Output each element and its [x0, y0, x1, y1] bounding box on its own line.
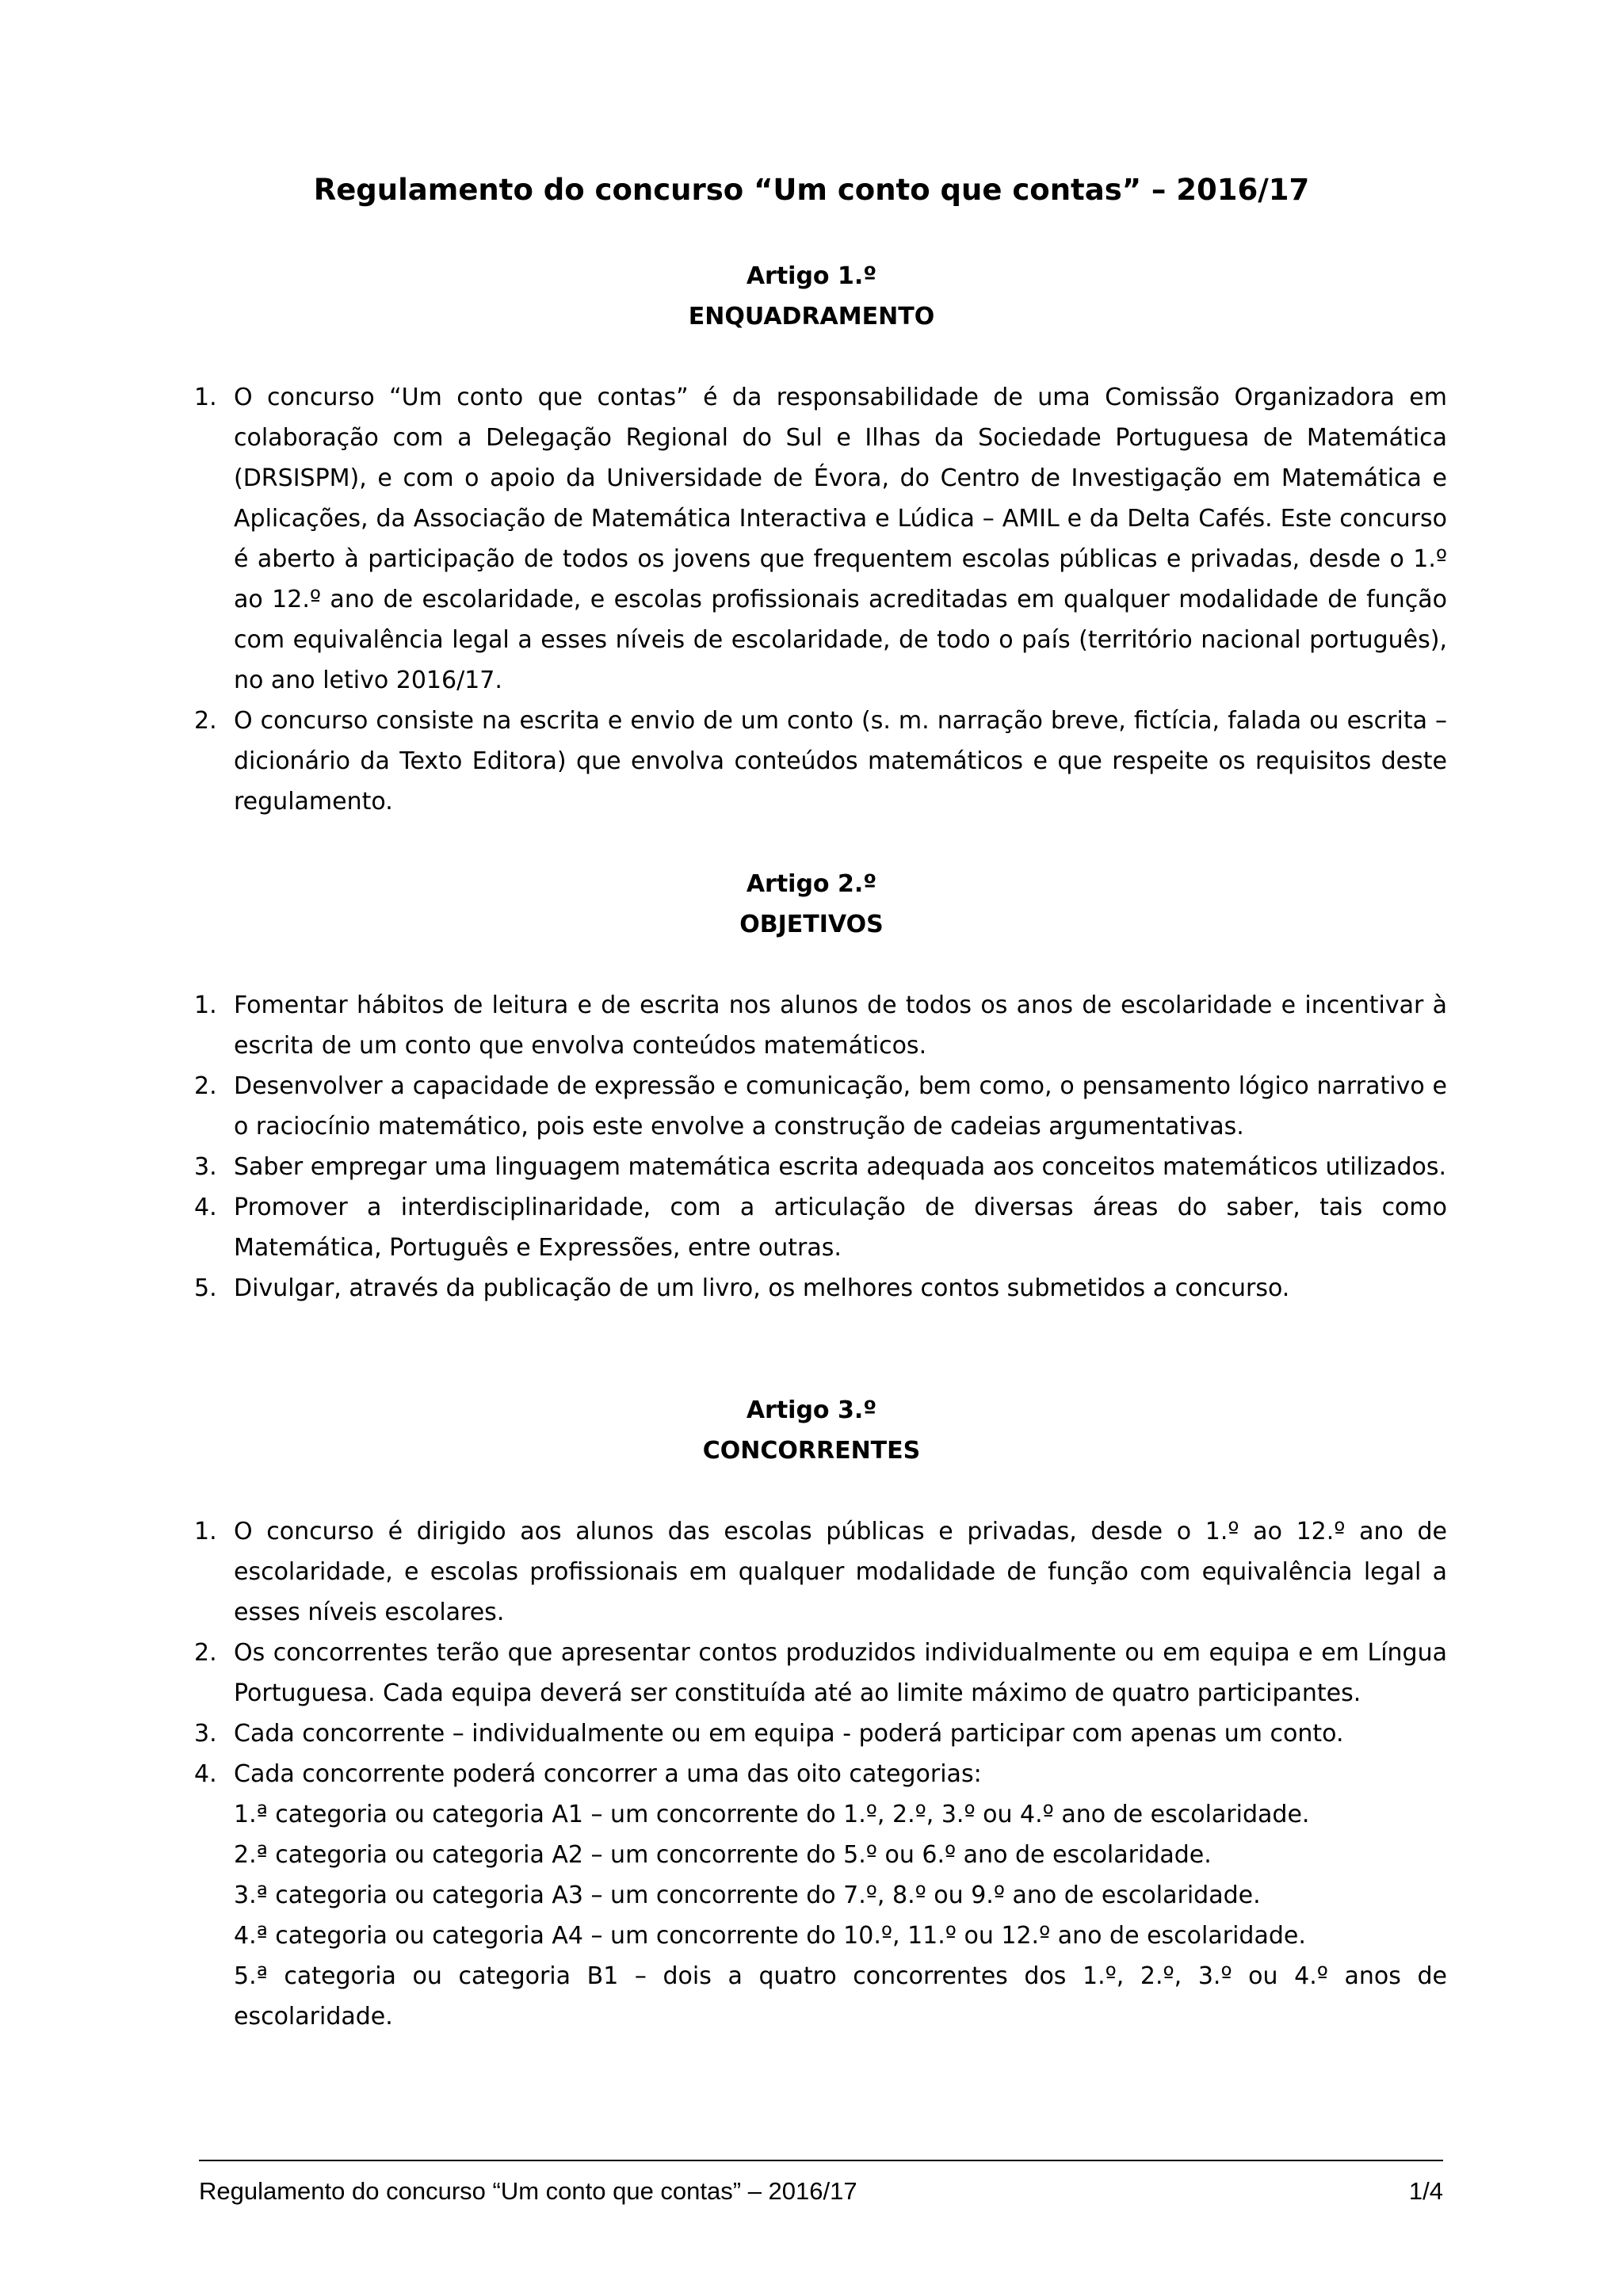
item-text: Promover a interdisciplinaridade, com a articulação de diversas áreas do saber, tais como Matemática, Português e Expressões, entre outras. — [234, 1194, 1447, 1262]
item-number: 5. — [194, 1274, 217, 1302]
article-2-label: Artigo 2.º — [746, 870, 877, 898]
category-item: 5.ª categoria ou categoria B1 – dois a quatro concorrentes dos 1.º, 2.º, 3.º ou 4.º anos de escolaridade. — [234, 1962, 1447, 2030]
article-3-heading — [0, 1390, 1623, 1471]
item-text: Saber empregar uma linguagem matemática escrita adequada aos conceitos matemáticos utilizados. — [234, 1153, 1447, 1181]
footer-title: Regulamento do concurso “Um conto que contas” – 2016/17 — [199, 2177, 857, 2205]
page-title: Regulamento do concurso “Um conto que contas” – 2016/17 — [313, 173, 1310, 207]
item-number: 1. — [194, 1518, 217, 1545]
article-2-title: OBJETIVOS — [739, 911, 884, 938]
item-text: O concurso consiste na escrita e envio de um conto (s. m. narração breve, fictícia, falada ou escrita – dicionário da Texto Editora) que envolva conteúdos matemáticos e que respeite os requisitos deste regulamento. — [234, 707, 1447, 816]
list-item — [194, 1754, 1447, 2037]
footer-divider — [199, 2160, 1443, 2161]
article-3-label: Artigo 3.º — [746, 1396, 877, 1424]
item-number: 1. — [194, 384, 217, 411]
item-number: 2. — [194, 1639, 217, 1667]
item-number: 1. — [194, 991, 217, 1019]
list-item — [194, 1633, 1447, 1713]
list-item — [194, 1268, 1447, 1308]
item-text: O concurso é dirigido aos alunos das escolas públicas e privadas, desde o 1.º ao 12.º ano de escolaridade, e escolas profissionais em qualquer modalidade de função com equivalência legal a esses níveis escolares. — [234, 1518, 1447, 1626]
item-text: Desenvolver a capacidade de expressão e comunicação, bem como, o pensamento lógico narrativo e o raciocínio matemático, pois este envolve a construção de cadeias argumentativas. — [234, 1072, 1447, 1140]
item-number: 2. — [194, 1072, 217, 1100]
list-item — [194, 1147, 1447, 1187]
article-2-heading — [0, 864, 1623, 945]
list-item — [194, 985, 1447, 1066]
item-text: Os concorrentes terão que apresentar contos produzidos individualmente ou em equipa e em Língua Portuguesa. Cada equipa deverá ser constituída até ao limite máximo de quatro participantes. — [234, 1639, 1447, 1707]
article-1-list — [194, 377, 1447, 822]
category-item: 4.ª categoria ou categoria A4 – um concorrente do 10.º, 11.º ou 12.º ano de escolaridade. — [234, 1922, 1306, 1950]
list-item — [194, 1511, 1447, 1633]
category-item: 1.ª categoria ou categoria A1 – um concorrente do 1.º, 2.º, 3.º ou 4.º ano de escolaridade. — [234, 1801, 1310, 1828]
item-number: 3. — [194, 1720, 217, 1748]
item-number: 4. — [194, 1760, 217, 1788]
item-number: 4. — [194, 1194, 217, 1221]
list-item — [194, 1187, 1447, 1268]
item-text: Cada concorrente poderá concorrer a uma das oito categorias: — [234, 1760, 982, 1788]
article-1-label: Artigo 1.º — [746, 262, 877, 290]
item-text: O concurso “Um conto que contas” é da responsabilidade de uma Comissão Organizadora em colaboração com a Delegação Regional do Sul e Ilhas da Sociedade Portuguesa de Matemática (DRSISPM), e com o apoio da Universidade de Évora, do Centro de Investigação em Matemática e Aplicações, da Associação de Matemática Interactiva e Lúdica – AMIL e da Delta Cafés. Este concurso é aberto à participação de todos os jovens que frequentem escolas públicas e privadas, desde o 1.º ao 12.º ano de escolaridade, e escolas profissionais acreditadas em qualquer modalidade de função com equivalência legal a esses níveis de escolaridade, de todo o país (território nacional português), no ano letivo 2016/17. — [234, 384, 1447, 694]
item-text: Cada concorrente – individualmente ou em equipa - poderá participar com apenas um conto. — [234, 1720, 1344, 1748]
list-item — [194, 1713, 1447, 1754]
item-number: 3. — [194, 1153, 217, 1181]
article-1-heading — [0, 256, 1623, 337]
category-item: 2.ª categoria ou categoria A2 – um concorrente do 5.º ou 6.º ano de escolaridade. — [234, 1841, 1212, 1869]
list-item — [194, 1066, 1447, 1147]
article-2-list — [194, 985, 1447, 1308]
article-1-title: ENQUADRAMENTO — [688, 303, 935, 330]
category-item: 3.ª categoria ou categoria A3 – um concorrente do 7.º, 8.º ou 9.º ano de escolaridade. — [234, 1881, 1261, 1909]
list-item — [194, 701, 1447, 822]
article-3-list — [194, 1511, 1447, 2037]
list-item — [194, 377, 1447, 701]
page-number: 1/4 — [1408, 2177, 1443, 2205]
item-text: Divulgar, através da publicação de um livro, os melhores contos submetidos a concurso. — [234, 1274, 1290, 1302]
item-text: Fomentar hábitos de leitura e de escrita nos alunos de todos os anos de escolaridade e incentivar à escrita de um conto que envolva conteúdos matemáticos. — [234, 991, 1447, 1060]
item-number: 2. — [194, 707, 217, 735]
article-3-title: CONCORRENTES — [702, 1437, 921, 1465]
